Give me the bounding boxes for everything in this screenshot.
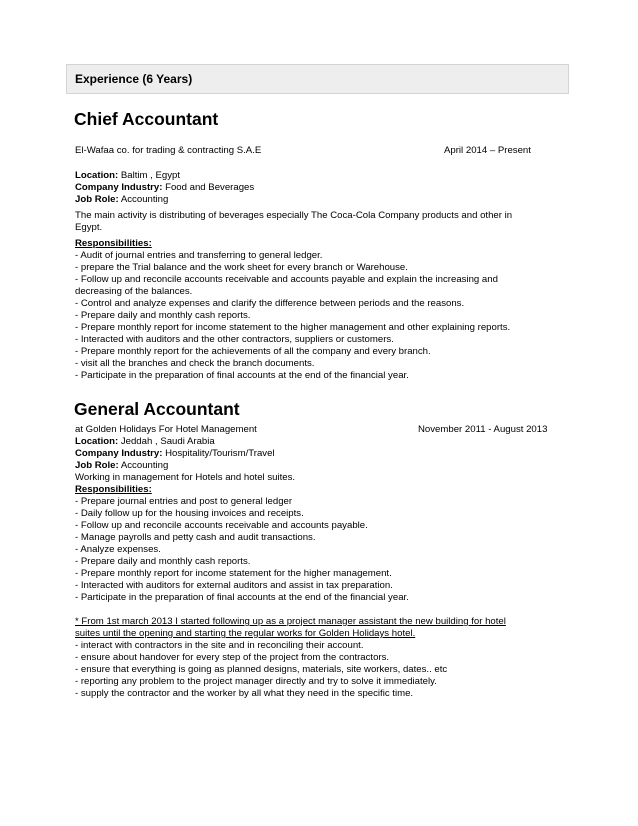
job1-responsibility: - Prepare monthly report for income statement to the higher management and other explaining reports. xyxy=(75,322,511,333)
industry-value: Hospitality/Tourism/Travel xyxy=(165,448,275,459)
job2-note-item: - interact with contractors in the site and in reconciling their account. xyxy=(75,640,364,651)
job2-industry xyxy=(75,448,275,460)
job1-responsibility: - prepare the Trial balance and the work sheet for every branch or Warehouse. xyxy=(75,262,408,273)
job1-industry xyxy=(75,182,254,194)
location-value: Baltim , Egypt xyxy=(120,170,181,181)
job1-responsibility: - Follow up and reconcile accounts receivable and accounts payable and explain the increasing and xyxy=(75,274,498,285)
job2-responsibility: - Daily follow up for the housing invoices and receipts. xyxy=(75,508,304,519)
location-label: Location: xyxy=(75,170,119,181)
job2-location xyxy=(75,436,215,448)
role-label: Job Role: xyxy=(75,460,119,471)
job1-description-line: Egypt. xyxy=(75,222,103,233)
job2-company: at Golden Holidays For Hotel Management xyxy=(75,424,257,435)
job2-responsibility: - Analyze expenses. xyxy=(75,544,161,555)
job2-note-item: - reporting any problem to the project manager directly and try to solve it immediately. xyxy=(75,676,437,687)
role-value: Accounting xyxy=(120,460,169,471)
location-value: Jeddah , Saudi Arabia xyxy=(120,436,215,447)
job1-responsibilities-heading: Responsibilities: xyxy=(75,238,152,249)
job1-responsibility: - Interacted with auditors and the other contractors, suppliers or customers. xyxy=(75,334,394,345)
role-value: Accounting xyxy=(120,194,169,205)
job2-note-line: suites until the opening and starting the regular works for Golden Holidays hotel. xyxy=(75,628,416,639)
job2-responsibility: - Interacted with auditors for external auditors and assist in tax preparation. xyxy=(75,580,393,591)
job1-responsibility: - visit all the branches and check the branch documents. xyxy=(75,358,315,369)
job2-note-item: - ensure that everything is going as planned designs, materials, site workers, dates.. etc xyxy=(75,664,448,675)
job1-description-line: The main activity is distributing of beverages especially The Coca-Cola Company products and other in xyxy=(75,210,513,221)
industry-label: Company Industry: xyxy=(75,182,163,193)
job2-responsibility: - Manage payrolls and petty cash and audit transactions. xyxy=(75,532,316,543)
section-heading: Experience (6 Years) xyxy=(75,72,193,86)
job1-title: Chief Accountant xyxy=(74,109,219,129)
job1-responsibility: - Prepare daily and monthly cash reports. xyxy=(75,310,251,321)
industry-label: Company Industry: xyxy=(75,448,163,459)
job2-responsibility: - Prepare daily and monthly cash reports. xyxy=(75,556,251,567)
role-label: Job Role: xyxy=(75,194,119,205)
job1-dates: April 2014 – Present xyxy=(444,145,531,156)
job2-description: Working in management for Hotels and hotel suites. xyxy=(75,472,296,483)
job2-role xyxy=(75,460,168,472)
job2-responsibility: - Follow up and reconcile accounts receivable and accounts payable. xyxy=(75,520,368,531)
job1-role xyxy=(75,194,168,206)
industry-value: Food and Beverages xyxy=(165,182,255,193)
job2-responsibilities-heading: Responsibilities: xyxy=(75,484,152,495)
job2-note-item: - ensure about handover for every step of the project from the contractors. xyxy=(75,652,390,663)
job1-company: El-Wafaa co. for trading & contracting S.A.E xyxy=(75,145,262,156)
job2-note-line: * From 1st march 2013 I started following up as a project manager assistant the new building for hotel xyxy=(75,616,506,627)
location-label: Location: xyxy=(75,436,119,447)
job1-responsibility: - Participate in the preparation of final accounts at the end of the financial year. xyxy=(75,370,409,381)
job2-responsibility: - Participate in the preparation of final accounts at the end of the financial year. xyxy=(75,592,409,603)
job2-title: General Accountant xyxy=(74,399,240,419)
experience-section-header xyxy=(66,64,569,94)
job2-responsibility: - Prepare monthly report for income statement for the higher management. xyxy=(75,568,392,579)
job1-location xyxy=(75,170,180,182)
job2-responsibility: - Prepare journal entries and post to general ledger xyxy=(75,496,293,507)
job1-responsibility: - Prepare monthly report for the achievements of all the company and every branch. xyxy=(75,346,431,357)
job1-responsibility: - Audit of journal entries and transferring to general ledger. xyxy=(75,250,323,261)
job1-responsibility: - Control and analyze expenses and clarify the difference between periods and the reasons. xyxy=(75,298,465,309)
job2-note-item: - supply the contractor and the worker by all what they need in the specific time. xyxy=(75,688,414,699)
job2-dates: November 2011 - August 2013 xyxy=(418,424,548,435)
job1-responsibility: decreasing of the balances. xyxy=(75,286,193,297)
